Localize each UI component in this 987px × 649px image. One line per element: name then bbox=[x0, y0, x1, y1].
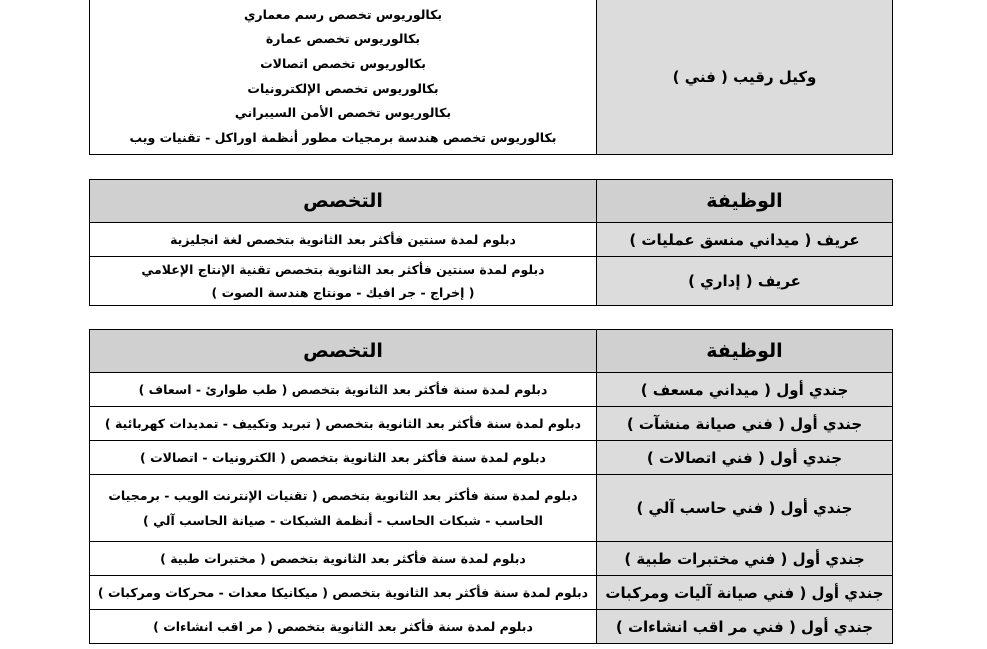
job-title-cell: جندي أول ( ميداني مسعف ) bbox=[597, 373, 893, 407]
specializations-cell bbox=[90, 223, 597, 257]
spec-line: دبلوم لمدة سنة فأكثر بعد الثانوية بتخصص ( الكترونيات - اتصالات ) bbox=[140, 449, 546, 465]
bachelor-jobs-table bbox=[89, 0, 893, 155]
spec-line: بكالوريوس تخصص عمارة bbox=[265, 31, 421, 47]
spec-column-header: التخصص bbox=[90, 330, 597, 373]
spec-line: دبلوم لمدة سنة فأكثر بعد الثانوية بتخصص ( مر اقب انشاءات ) bbox=[153, 618, 533, 634]
job-column-header: الوظيفة bbox=[597, 180, 893, 223]
spec-column-header: التخصص bbox=[90, 180, 597, 223]
job-title-cell: عريف ( إداري ) bbox=[597, 257, 893, 306]
job-title-cell: عريف ( ميداني منسق عمليات ) bbox=[597, 223, 893, 257]
corporal-jobs-table bbox=[89, 179, 893, 306]
table-row bbox=[90, 257, 893, 306]
first-soldier-jobs-table bbox=[89, 329, 893, 644]
job-title-cell: جندي أول ( فني حاسب آلي ) bbox=[597, 475, 893, 542]
specializations-cell bbox=[90, 542, 597, 576]
job-column-header: الوظيفة bbox=[597, 330, 893, 373]
specializations-cell bbox=[90, 475, 597, 542]
specializations-cell bbox=[90, 610, 597, 644]
spec-line: دبلوم لمدة سنة فأكثر بعد الثانوية بتخصص ( ميكانيكا معدات - محركات ومركبات ) bbox=[97, 584, 589, 600]
table-row bbox=[90, 407, 893, 441]
table-header-row bbox=[90, 180, 893, 223]
spec-line: دبلوم لمدة سنة فأكثر بعد الثانوية بتخصص ( طب طوارئ - اسعاف ) bbox=[138, 381, 548, 397]
job-title-cell: جندي أول ( فني صيانة منشآت ) bbox=[597, 407, 893, 441]
spec-line: الحاسب - شبكات الحاسب - أنظمة الشبكات - صيانة الحاسب آلي ) bbox=[143, 513, 543, 528]
spec-line: بكالوريوس تخصص الإلكترونيات bbox=[247, 80, 439, 96]
spec-line: دبلوم لمدة سنة فأكثر بعد الثانوية بتخصص ( مختبرات طبية ) bbox=[160, 550, 526, 566]
job-title-cell: جندي أول ( فني مختبرات طبية ) bbox=[597, 542, 893, 576]
job-title-cell: جندي أول ( فني اتصالات ) bbox=[597, 441, 893, 475]
spec-line: بكالوريوس تخصص رسم معماري bbox=[243, 6, 443, 22]
table-row bbox=[90, 542, 893, 576]
table-row bbox=[90, 576, 893, 610]
spec-line: دبلوم لمدة سنة فأكثر بعد الثانوية بتخصص ( تقنيات الإنترنت الويب - برمجيات bbox=[108, 488, 578, 503]
specializations-cell bbox=[90, 373, 597, 407]
table-row bbox=[90, 223, 893, 257]
spec-line: بكالوريوس تخصص اتصالات bbox=[260, 55, 426, 71]
specializations-cell bbox=[90, 0, 597, 155]
spec-line: دبلوم لمدة سنة فأكثر بعد الثانوية بتخصص ( تبريد وتكييف - تمديدات كهربائية ) bbox=[104, 415, 582, 431]
table-row bbox=[90, 610, 893, 644]
table-row bbox=[90, 475, 893, 542]
table-row bbox=[90, 0, 893, 155]
spec-line: بكالوريوس تخصص هندسة برمجيات مطور أنظمة اوراكل - تقنيات ويب bbox=[129, 129, 557, 145]
job-title-cell: وكيل رقيب ( فني ) bbox=[597, 0, 893, 155]
spec-line: بكالوريوس تخصص الأمن السيبراني bbox=[234, 105, 452, 121]
table-header-row bbox=[90, 330, 893, 373]
table-row bbox=[90, 441, 893, 475]
job-title-cell: جندي أول ( فني مر اقب انشاءات ) bbox=[597, 610, 893, 644]
specializations-cell bbox=[90, 407, 597, 441]
table-row bbox=[90, 373, 893, 407]
spec-line: دبلوم لمدة سنتين فأكثر بعد الثانوية بتخصص تقنية الإنتاج الإعلامي bbox=[141, 262, 545, 277]
specializations-cell bbox=[90, 257, 597, 306]
specializations-cell bbox=[90, 576, 597, 610]
job-title-cell: جندي أول ( فني صيانة آليات ومركبات bbox=[597, 576, 893, 610]
specializations-cell bbox=[90, 441, 597, 475]
spec-line: ( إخراج - جر افيك - مونتاج هندسة الصوت ) bbox=[211, 285, 475, 300]
spec-line: دبلوم لمدة سنتين فأكثر بعد الثانوية بتخصص لغة انجليزية bbox=[170, 231, 516, 247]
